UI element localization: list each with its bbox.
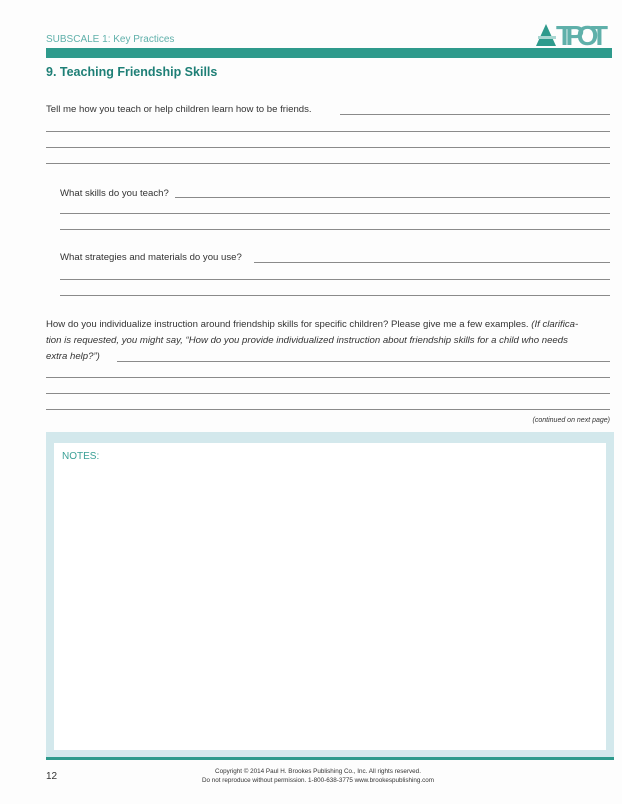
clarification-text: extra help?”) <box>46 351 100 362</box>
question-2-text: How do you individualize instruction around friendship skills for specific children? Please give me a few examples. <box>46 319 529 330</box>
copyright-line: Copyright © 2014 Paul H. Brookes Publishing Co., Inc. All rights reserved. <box>215 768 421 775</box>
answer-line[interactable] <box>340 114 610 115</box>
footer-bar <box>46 757 614 760</box>
reproduction-notice: Do not reproduce without permission. 1-800-638-3775 www.brookespublishing.com <box>201 777 435 784</box>
page-number: 12 <box>46 771 58 782</box>
answer-line[interactable] <box>60 279 610 280</box>
answer-line[interactable] <box>46 377 610 378</box>
svg-text:TPOT: TPOT <box>556 20 608 48</box>
section-title: 9. Teaching Friendship Skills <box>46 65 218 79</box>
clarification-text: (If clarifica- <box>531 319 579 330</box>
question-1: Tell me how you teach or help children learn how to be friends. <box>46 104 312 115</box>
continued-note: (continued on next page) <box>532 417 610 424</box>
copyright <box>150 767 486 785</box>
question-2 <box>46 317 612 365</box>
tpot-logo <box>536 18 614 48</box>
answer-line[interactable] <box>60 213 610 214</box>
answer-line[interactable] <box>254 262 610 263</box>
clarification-text: tion is requested, you might say, “How do you provide individualized instruction about friendship skills for a child who needs <box>46 335 568 346</box>
notes-area[interactable] <box>54 443 606 750</box>
answer-line[interactable] <box>46 409 610 410</box>
question-1b: What strategies and materials do you use? <box>60 252 242 263</box>
answer-line[interactable] <box>60 295 610 296</box>
answer-line[interactable] <box>46 163 610 164</box>
question-1a: What skills do you teach? <box>60 188 169 199</box>
notes-label: NOTES: <box>62 451 100 462</box>
subscale-header: SUBSCALE 1: Key Practices <box>46 34 175 45</box>
answer-line[interactable] <box>117 361 610 362</box>
answer-line[interactable] <box>46 393 610 394</box>
header-bar <box>46 48 612 58</box>
answer-line[interactable] <box>46 147 610 148</box>
answer-line[interactable] <box>60 229 610 230</box>
answer-line[interactable] <box>46 131 610 132</box>
answer-line[interactable] <box>175 197 610 198</box>
